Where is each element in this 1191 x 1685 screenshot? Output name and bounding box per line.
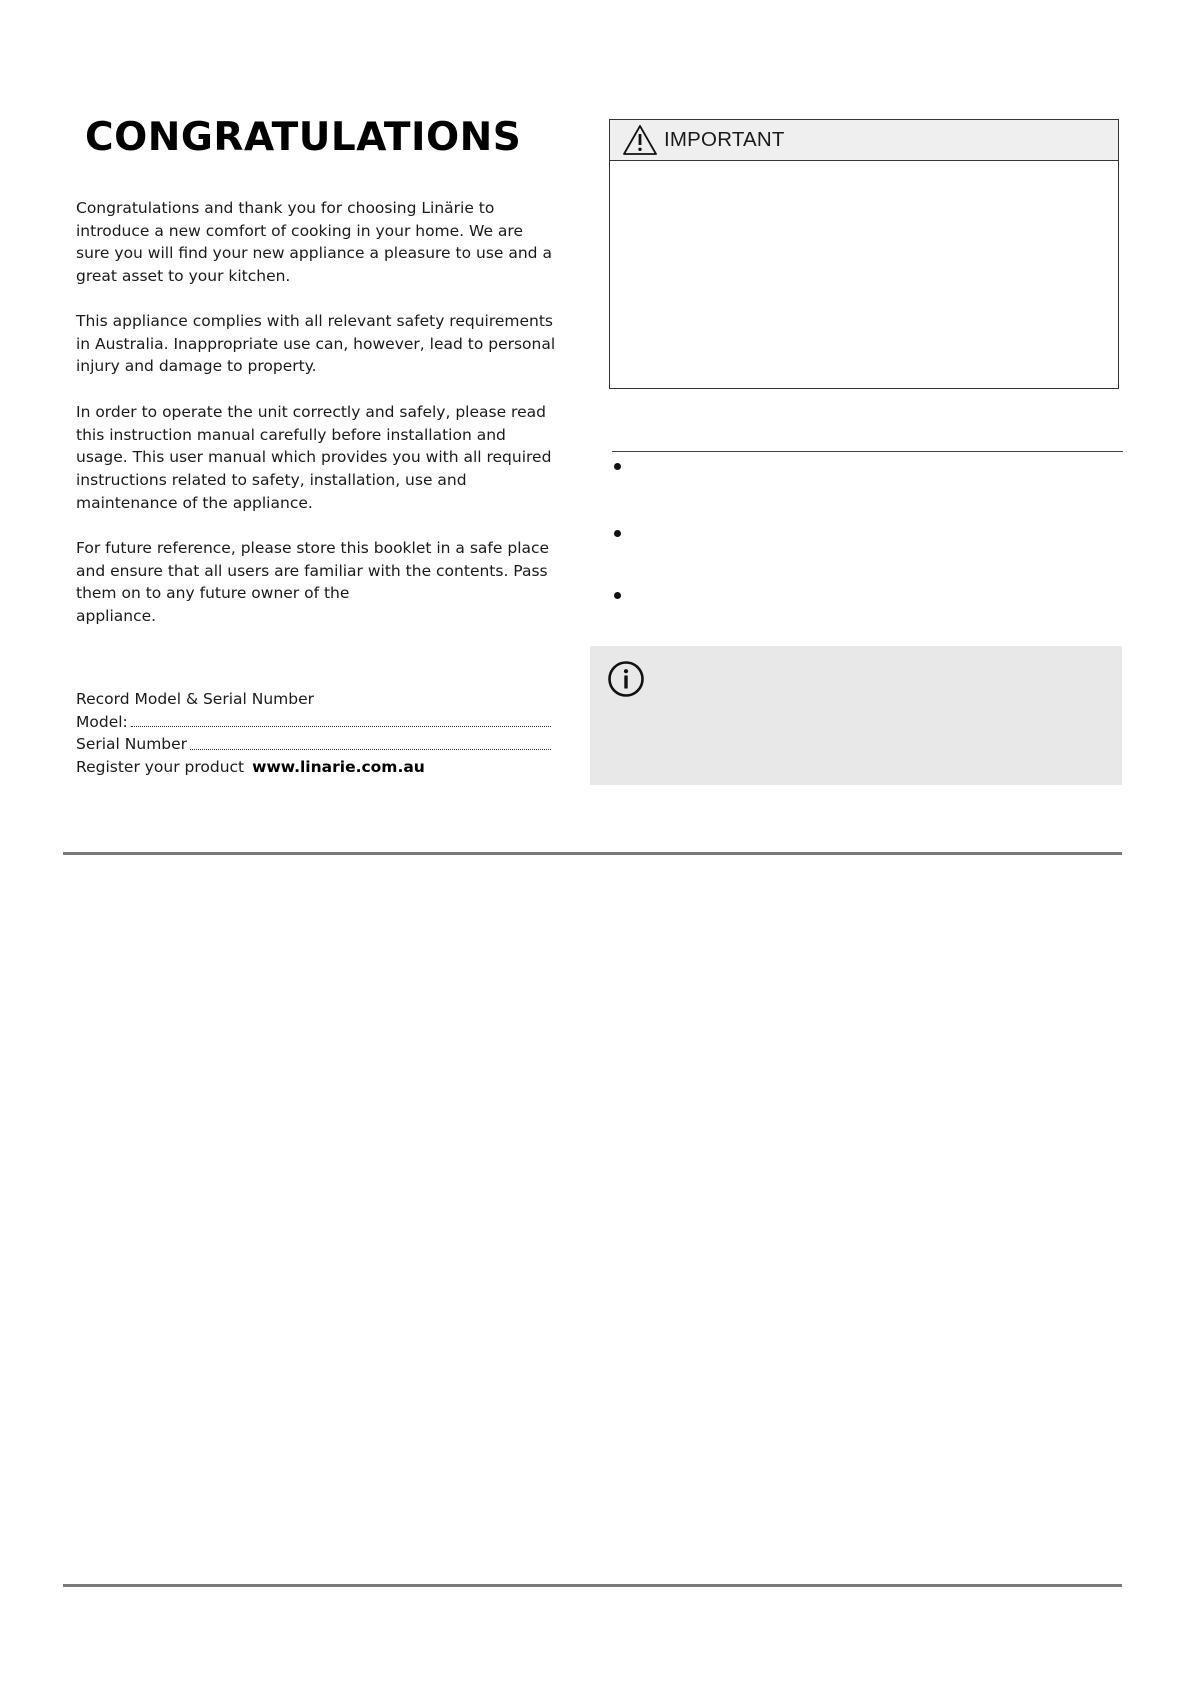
important-header [610,120,1118,161]
serial-label: Serial Number [76,735,188,754]
compliance-paragraph: This appliance complies with all relevant safety requirements in Australia. Inappropriate use can, however, lead to personal injury and damage to property. [76,312,556,376]
register-row [76,756,551,779]
model-fill-line [131,726,551,727]
footer-divider [63,1584,1122,1587]
important-label: IMPORTANT [664,128,785,151]
reference-paragraph [76,537,556,628]
section-rule [612,451,1123,452]
bullet-marker [614,463,621,470]
bullet-marker [614,592,621,599]
page-title: CONGRATULATIONS [85,115,522,160]
register-label: Register your product [76,758,245,777]
info-note-box [590,646,1122,785]
reference-text: For future reference, please store this booklet in a safe place and ensure that all users are familiar with the contents. Pass them on to any future owner of the [76,539,550,603]
serial-row [76,733,551,756]
register-link[interactable]: www.linarie.com.au [252,758,425,777]
warning-triangle-icon [622,124,658,156]
record-title: Record Model & Serial Number [76,690,315,708]
important-box [609,119,1119,389]
serial-fill-line [190,749,551,750]
reference-text-end: appliance. [76,607,157,626]
record-section [76,688,551,779]
bullet-marker [614,530,621,537]
instructions-paragraph: In order to operate the unit correctly and safely, please read this instruction manual carefully before installation and usage. This user manual which provides you with all required instructions related to safety, installation, use and maintenance of the appliance. [76,403,552,512]
intro-paragraph: Congratulations and thank you for choosing Linärie to introduce a new comfort of cooking in your home. We are sure you will find your new appliance a pleasure to use and a great asset to your kitchen. [76,199,552,286]
model-label: Model: [76,712,128,731]
model-row [76,711,551,734]
section-divider [63,852,1122,855]
